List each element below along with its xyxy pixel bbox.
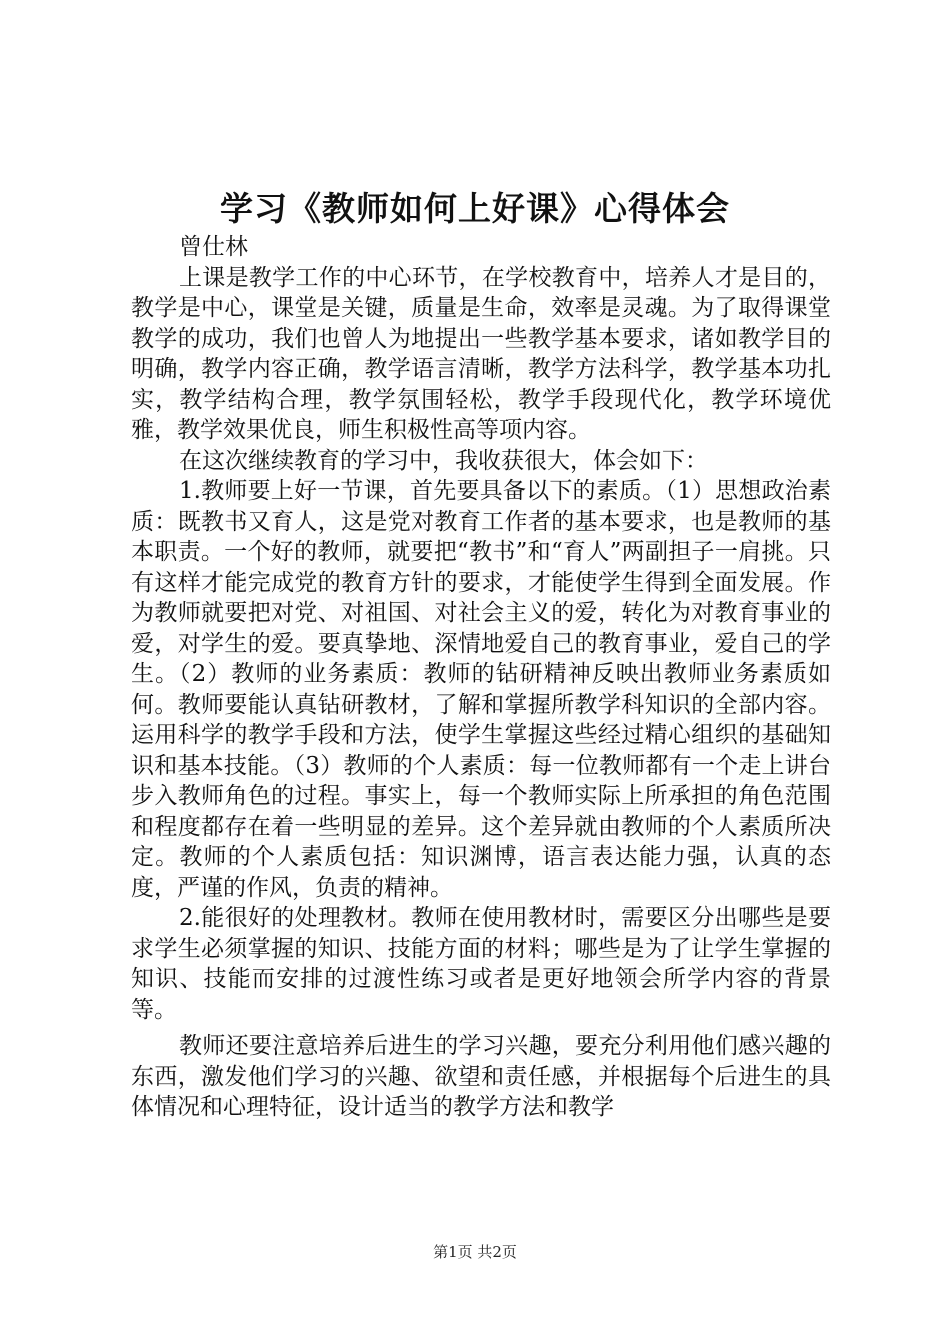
document-title: 学习《教师如何上好课》心得体会 xyxy=(220,189,730,228)
page-number-footer: 第1页 共2页 xyxy=(433,1243,517,1261)
paragraph-continued: 教师还要注意培养后进生的学习兴趣，要充分利用他们感兴趣的东西，激发他们学习的兴趣、欲望和责任感，并根据每个后进生的具体情况和心理特征，设计适当的教学方法和教学 xyxy=(131,1033,831,1120)
paragraph-summary: 在这次继续教育的学习中，我收获很大，体会如下： xyxy=(179,447,708,474)
author-name: 曾仕林 xyxy=(179,234,248,260)
paragraph-point-2: 2.能很好的处理教材。教师在使用教材时，需要区分出哪些是要求学生必须掌握的知识、技能方面的材料；哪些是为了让学生掌握的知识、技能而安排的过渡性练习或者是更好地领会所学内容的背景等。 xyxy=(131,905,831,1023)
paragraph-intro: 上课是教学工作的中心环节，在学校教育中，培养人才是目的，教学是中心，课堂是关键，质量是生命，效率是灵魂。为了取得课堂教学的成功，我们也曾人为地提出一些教学基本要求，诸如教学目的明确，教学内容正确，教学语言清晰，教学方法科学，教学基本功扎实，教学结构合理，教学氛围轻松，教学手段现代化，教学环境优雅，教学效果优良，师生积极性高等项内容。 xyxy=(131,264,831,443)
document-body xyxy=(131,232,831,1123)
paragraph-point-1: 1.教师要上好一节课，首先要具备以下的素质。（1）思想政治素质：既教书又育人，这是党对教育工作者的基本要求，也是教师的基本职责。一个好的教师，就要把“教书”和“育人”两副担子一肩挑。只有这样才能完成党的教育方针的要求，才能使学生得到全面发展。作为教师就要把对党、对祖国、对社会主义的爱，转化为对教育事业的爱，对学生的爱。要真挚地、深情地爱自己的教育事业，爱自己的学生。（2）教师的业务素质：教师的钻研精神反映出教师业务素质如何。教师要能认真钻研教材，了解和掌握所教学科知识的全部内容。运用科学的教学手段和方法，使学生掌握这些经过精心组织的基础知识和基本技能。（3）教师的个人素质：每一位教师都有一个走上讲台步入教师角色的过程。事实上，每一个教师实际上所承担的角色范围和程度都存在着一些明显的差异。这个差异就由教师的个人素质所决定。教师的个人素质包括：知识渊博，语言表达能力强，认真的态度，严谨的作风，负责的精神。 xyxy=(131,478,831,901)
